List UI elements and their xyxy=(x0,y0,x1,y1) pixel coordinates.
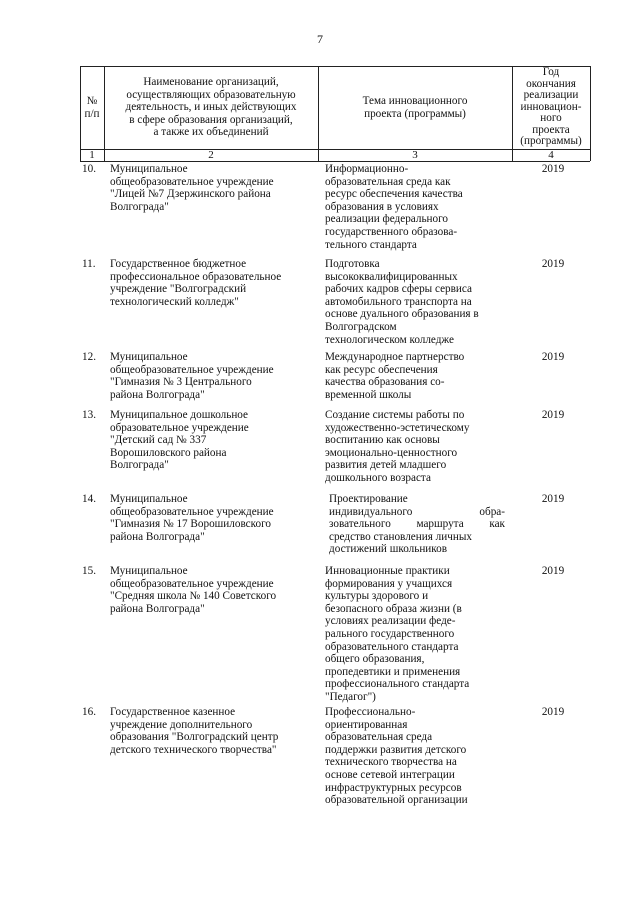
header-year-line: (программы) xyxy=(520,135,582,148)
org-line: "Средняя школа № 140 Советского xyxy=(110,590,277,603)
org-line: учреждение дополнительного xyxy=(110,718,253,731)
completion-year: 2019 xyxy=(541,258,565,270)
topic-line: автомобильного транспорта на xyxy=(325,295,472,308)
topic-word: как xyxy=(489,518,505,531)
row-number: 15. xyxy=(82,565,96,577)
org-line: Волгограда" xyxy=(110,200,169,213)
topic-line: ресурс обеспечения качества xyxy=(325,188,463,201)
topic-line: формирования у учащихся xyxy=(325,577,453,590)
topic-line: развития детей младшего xyxy=(325,459,447,472)
project-topic xyxy=(325,258,509,346)
organization-name xyxy=(110,409,310,472)
row-number: 10. xyxy=(82,163,96,175)
organization-name xyxy=(110,706,310,756)
completion-year: 2019 xyxy=(541,706,565,718)
column-number-4: 4 xyxy=(548,149,554,161)
topic-line: средство становления личных xyxy=(329,530,472,543)
header-topic xyxy=(318,66,512,149)
org-line: общеобразовательное учреждение xyxy=(110,505,274,518)
topic-line: высококвалифицированных xyxy=(325,270,458,283)
org-line: общеобразовательное учреждение xyxy=(110,363,274,376)
header-number-line: п/п xyxy=(84,107,100,120)
column-number-bottom-border xyxy=(80,161,590,162)
header-year-line: проекта xyxy=(532,123,570,136)
org-line: "Детский сад № 337 xyxy=(110,434,207,447)
header-number-line: № xyxy=(86,94,98,107)
topic-line: пропедевтики и применения xyxy=(325,665,461,678)
row-number: 13. xyxy=(82,409,96,421)
topic-line: рабочих кадров сферы сервиса xyxy=(325,283,472,296)
topic-line: Инновационные практики xyxy=(325,565,450,577)
topic-line: Международное партнерство xyxy=(325,351,465,363)
topic-line: достижений школьников xyxy=(329,543,448,556)
org-line: профессиональное образовательное xyxy=(110,270,282,283)
project-topic xyxy=(325,409,509,485)
topic-line: эмоционально-ценностного xyxy=(325,446,458,459)
completion-year: 2019 xyxy=(541,163,565,175)
topic-line: образовательной организации xyxy=(325,794,468,807)
org-line: общеобразовательное учреждение xyxy=(110,577,274,590)
topic-line: реализации федерального xyxy=(325,213,449,226)
org-line: Государственное казенное xyxy=(110,706,236,718)
header-year-line: окончания xyxy=(526,77,576,90)
topic-line: Проектирование xyxy=(329,493,408,505)
header-year-line: Год xyxy=(542,65,560,78)
topic-line: рального государственного xyxy=(325,627,455,640)
topic-line: дошкольного возраста xyxy=(325,471,431,484)
header-number xyxy=(80,66,104,149)
org-line: "Лицей №7 Дзержинского района xyxy=(110,188,271,201)
topic-line: технического творчества на xyxy=(325,756,457,769)
org-line: Муниципальное xyxy=(110,163,188,175)
organization-name xyxy=(110,493,310,543)
topic-line: инфраструктурных ресурсов xyxy=(325,781,462,794)
topic-line: государственного образова- xyxy=(325,225,458,238)
topic-line: поддержки развития детского xyxy=(325,743,467,756)
topic-line: художественно-эстетическому xyxy=(325,421,470,434)
column-number-1: 1 xyxy=(89,149,95,161)
organization-name xyxy=(110,351,310,401)
completion-year: 2019 xyxy=(541,493,565,505)
topic-line: воспитанию как основы xyxy=(325,434,440,447)
header-year-line: инновацион- xyxy=(520,100,582,113)
org-line: района Волгограда" xyxy=(110,530,205,543)
column-number-2: 2 xyxy=(208,149,214,161)
org-line: Муниципальное xyxy=(110,565,188,577)
org-line: района Волгограда" xyxy=(110,602,205,615)
topic-line: Подготовка xyxy=(325,258,380,270)
header-topic-line: Тема инновационного xyxy=(362,94,468,107)
project-topic xyxy=(325,706,509,807)
topic-line: технологическом колледже xyxy=(325,333,454,346)
header-organization-line: в сфере образования организаций, xyxy=(129,113,293,126)
topic-line: временной школы xyxy=(325,388,412,401)
row-number: 12. xyxy=(82,351,96,363)
completion-year: 2019 xyxy=(541,565,565,577)
column-number-3: 3 xyxy=(412,149,418,161)
topic-line: образовательная среда xyxy=(325,731,433,744)
completion-year: 2019 xyxy=(541,351,565,363)
org-line: "Гимназия № 3 Центрального xyxy=(110,376,252,389)
topic-word: индивидуального xyxy=(329,505,413,518)
org-line: Муниципальное xyxy=(110,351,188,363)
org-line: Ворошиловского района xyxy=(110,446,227,459)
org-line: Муниципальное xyxy=(110,493,188,505)
topic-line xyxy=(329,506,505,519)
topic-word: обра- xyxy=(479,505,505,518)
topic-line: основе дуального образования в xyxy=(325,308,479,321)
organization-name xyxy=(110,163,310,213)
topic-line: Информационно- xyxy=(325,163,409,175)
topic-line: общего образования, xyxy=(325,653,425,666)
table-right-border xyxy=(590,66,591,161)
header-organization xyxy=(104,66,318,149)
row-number: 11. xyxy=(82,258,96,270)
org-line: района Волгограда" xyxy=(110,388,205,401)
topic-line: образования в условиях xyxy=(325,200,439,213)
org-line: "Гимназия № 17 Ворошиловского xyxy=(110,518,271,531)
header-organization-line: деятельность, и иных действующих xyxy=(125,101,297,114)
org-line: Государственное бюджетное xyxy=(110,258,247,270)
org-line: детского технического творчества" xyxy=(110,743,277,756)
header-organization-line: осуществляющих образовательную xyxy=(126,88,296,101)
org-line: технологический колледж" xyxy=(110,295,239,308)
project-topic xyxy=(325,351,509,401)
page-number: 7 xyxy=(317,32,323,46)
project-topic xyxy=(329,493,505,556)
header-year-line: реализации xyxy=(523,89,579,102)
topic-line: Волгоградском xyxy=(325,320,397,333)
organization-name xyxy=(110,565,310,615)
org-line: образования "Волгоградский центр xyxy=(110,731,279,744)
org-line: Муниципальное дошкольное xyxy=(110,409,249,421)
organization-name xyxy=(110,258,310,308)
header-organization-line: а также их объединений xyxy=(153,126,269,139)
completion-year: 2019 xyxy=(541,409,565,421)
topic-line: качества образования со- xyxy=(325,376,445,389)
org-line: учреждение "Волгоградский xyxy=(110,283,247,296)
topic-word: маршрута xyxy=(416,518,464,531)
topic-line: профессионального стандарта xyxy=(325,678,470,691)
topic-line: безопасного образа жизни (в xyxy=(325,602,462,615)
org-line: Волгограда" xyxy=(110,459,169,472)
topic-line: культуры здорового и xyxy=(325,590,429,603)
row-number: 14. xyxy=(82,493,96,505)
topic-line: "Педагог") xyxy=(325,690,376,703)
topic-line: условиях реализации феде- xyxy=(325,615,456,628)
topic-line: образовательная среда как xyxy=(325,175,451,188)
topic-line xyxy=(329,518,505,531)
topic-line: Профессионально- xyxy=(325,706,416,718)
org-line: общеобразовательное учреждение xyxy=(110,175,274,188)
header-year xyxy=(512,66,590,149)
topic-line: образовательного стандарта xyxy=(325,640,459,653)
org-line: образовательное учреждение xyxy=(110,421,249,434)
topic-line: ориентированная xyxy=(325,718,408,731)
topic-line: как ресурс обеспечения xyxy=(325,363,438,376)
header-topic-line: проекта (программы) xyxy=(364,107,466,120)
project-topic xyxy=(325,565,509,704)
header-year-line: ного xyxy=(540,112,562,125)
header-organization-line: Наименование организаций, xyxy=(143,76,279,89)
topic-line: основе сетевой интеграции xyxy=(325,768,455,781)
topic-line: Создание системы работы по xyxy=(325,409,465,421)
topic-line: тельного стандарта xyxy=(325,238,417,251)
project-topic xyxy=(325,163,509,251)
topic-word: зовательного xyxy=(329,518,391,531)
row-number: 16. xyxy=(82,706,96,718)
